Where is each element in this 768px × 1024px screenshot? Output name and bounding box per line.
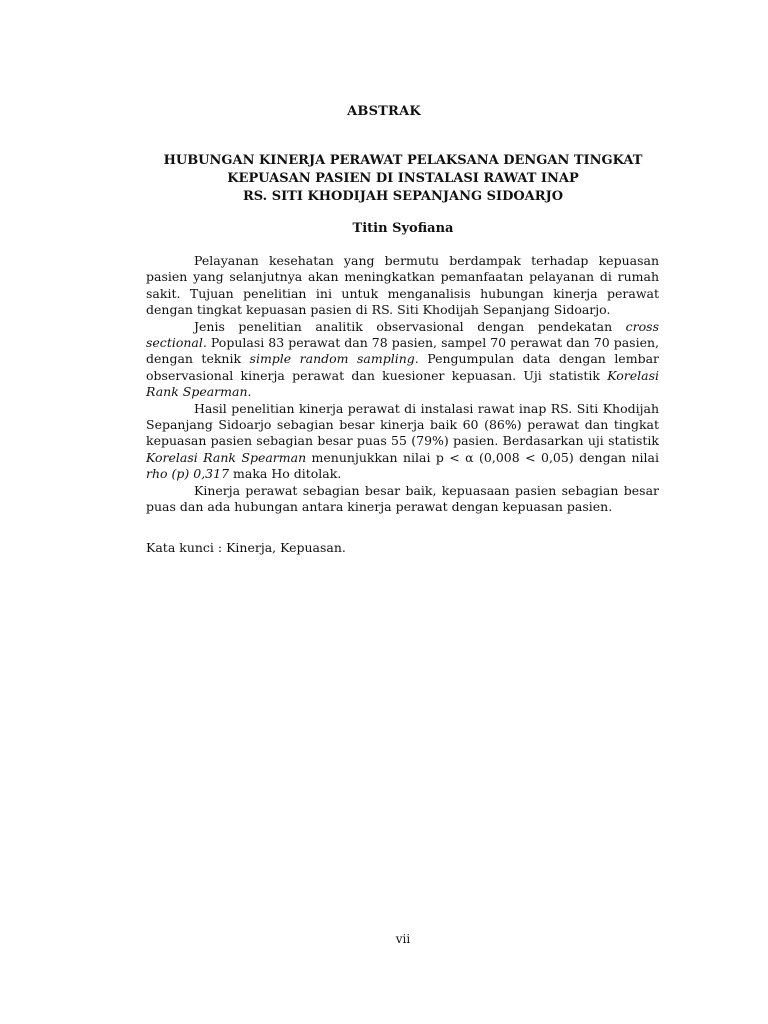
paragraph-segment: Jenis penelitian analitik observasional dengan pendekatan <box>194 318 626 334</box>
keywords: Kata kunci : Kinerja, Kepuasan. <box>146 540 346 555</box>
italic-term: rho (p) 0,317 <box>146 466 230 482</box>
italic-term: cross sectional. <box>146 318 659 351</box>
abstract-heading: ABSTRAK <box>347 104 421 119</box>
paragraph-segment: maka Ho ditolak. <box>229 466 342 482</box>
paragraph-segment: Pelayanan kesehatan yang bermutu berdampak terhadap kepuasan pasien yang selanjutnya akan meningkatkan pemanfaatan pelayanan di rumah sakit. Tujuan penelitian ini untuk menganalisis hubungan kinerja perawat dengan tingkat kepuasan pasien di RS. Siti Khodijah Sepanjang Sidoarjo. <box>146 253 659 318</box>
italic-term: simple random sampling. <box>249 351 419 367</box>
italic-term: Korelasi Rank Spearman. <box>146 367 659 400</box>
title-line-1: HUBUNGAN KINERJA PERAWAT PELAKSANA DENGAN TINGKAT <box>163 153 643 168</box>
paragraph-segment: Hasil penelitian kinerja perawat di instalasi rawat inap RS. Siti Khodijah Sepanjang Sidoarjo sebagian besar kinerja baik 60 (86%) perawat dan tingkat kepuasan pasien sebagian besar puas 55 (79%) pasien. Berdasarkan uji statistik <box>146 400 659 449</box>
paragraph-segment: Populasi 83 perawat dan 78 pasien, sampel 70 perawat dan 70 pasien, dengan teknik <box>146 335 659 367</box>
paragraph-segment: Kinerja perawat sebagian besar baik, kepuasaan pasien sebagian besar puas dan ada hubungan antara kinerja perawat dengan kepuasan pasien. <box>146 482 659 515</box>
title-line-2: KEPUASAN PASIEN DI INSTALASI RAWAT INAP <box>227 171 579 186</box>
abstract-body <box>146 253 659 516</box>
paragraph-4 <box>146 483 659 516</box>
paragraph-segment: Pengumpulan data dengan lembar observasional kinerja perawat dan kuesioner kepuasan. Uji statistik <box>146 351 659 383</box>
paragraph-segment: menunjukkan nilai p < α (0,008 < 0,05) dengan nilai <box>306 449 659 465</box>
page-number: vii <box>395 932 411 946</box>
paragraph-3 <box>146 401 659 483</box>
author-name: Titin Syofiana <box>352 221 454 236</box>
document-title <box>120 152 686 206</box>
italic-term: Korelasi Rank Spearman <box>146 449 307 465</box>
title-line-3: RS. SITI KHODIJAH SEPANJANG SIDOARJO <box>242 189 564 204</box>
paragraph-2 <box>146 319 659 401</box>
paragraph-1 <box>146 253 659 319</box>
